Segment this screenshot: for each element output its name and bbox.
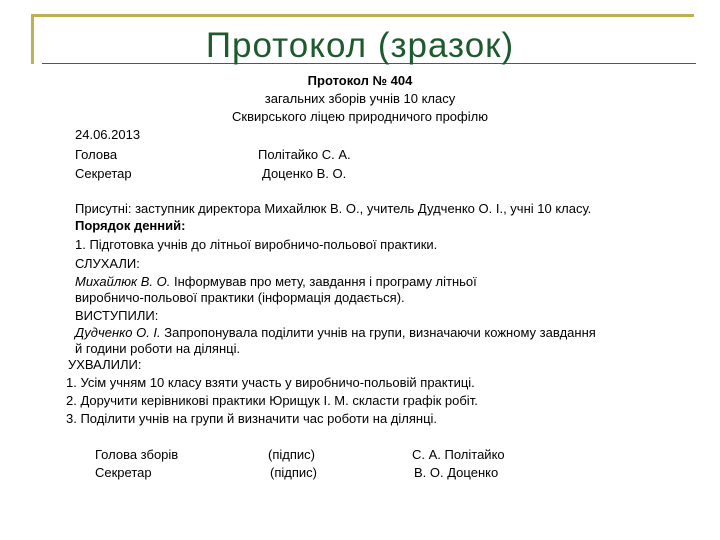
spoke-speaker-name: Дудченко О. І. <box>75 325 161 340</box>
secretary-name: Доценко В. О. <box>262 166 347 181</box>
protocol-heading: Протокол № 404 <box>307 73 413 88</box>
chair-name: Політайко С. А. <box>258 147 351 162</box>
protocol-date: 24.06.2013 <box>75 127 141 142</box>
resolved-item-2: 2. Доручити керівникові практики Юрищук І. М. скласти графік робіт. <box>66 393 478 408</box>
protocol-subheading-school: Сквирського ліцею природничого профілю <box>232 109 488 124</box>
signature-chair-label: Голова зборів <box>95 447 179 462</box>
agenda-item-1: 1. Підготовка учнів до літньої виробничо-польової практики. <box>75 237 438 252</box>
spoke-text-line1: Запропонувала поділити учнів на групи, визначаючи кожному завдання <box>160 325 596 340</box>
spoke-text-line2: й години роботи на ділянці. <box>75 341 241 356</box>
present-line: Присутні: заступник директора Михайлюк В. О., учитель Дудченко О. І., учні 10 класу. <box>75 201 592 216</box>
resolved-label: УХВАЛИЛИ: <box>68 357 142 372</box>
signature-secretary-sig: (підпис) <box>270 465 317 480</box>
resolved-item-3: 3. Поділити учнів на групи й визначити час роботи на ділянці. <box>66 411 438 426</box>
protocol-subheading-class: загальних зборів учнів 10 класу <box>264 91 456 106</box>
signature-chair-name: С. А. Політайко <box>412 447 505 462</box>
agenda-title: Порядок денний: <box>75 218 186 233</box>
signature-secretary-name: В. О. Доценко <box>414 465 499 480</box>
signature-secretary-label: Секретар <box>95 465 152 480</box>
spoke-label: ВИСТУПИЛИ: <box>75 308 159 323</box>
heard-label: СЛУХАЛИ: <box>75 256 140 271</box>
heard-text-line1: Інформував про мету, завдання і програму літньої <box>170 274 477 289</box>
heard-text-line2: виробничо-польової практики (інформація додається). <box>75 290 405 305</box>
spoke-paragraph <box>75 325 596 341</box>
secretary-label: Секретар <box>75 166 132 181</box>
slide-title: Протокол (зразок) <box>205 26 515 65</box>
signature-chair-sig: (підпис) <box>268 447 315 462</box>
resolved-item-1: 1. Усім учням 10 класу взяти участь у виробничо-польовій практиці. <box>66 375 475 390</box>
heard-speaker-name: Михайлюк В. О. <box>75 274 171 289</box>
decorative-top-border <box>31 14 694 17</box>
heard-paragraph <box>75 274 477 290</box>
chair-label: Голова <box>75 147 118 162</box>
